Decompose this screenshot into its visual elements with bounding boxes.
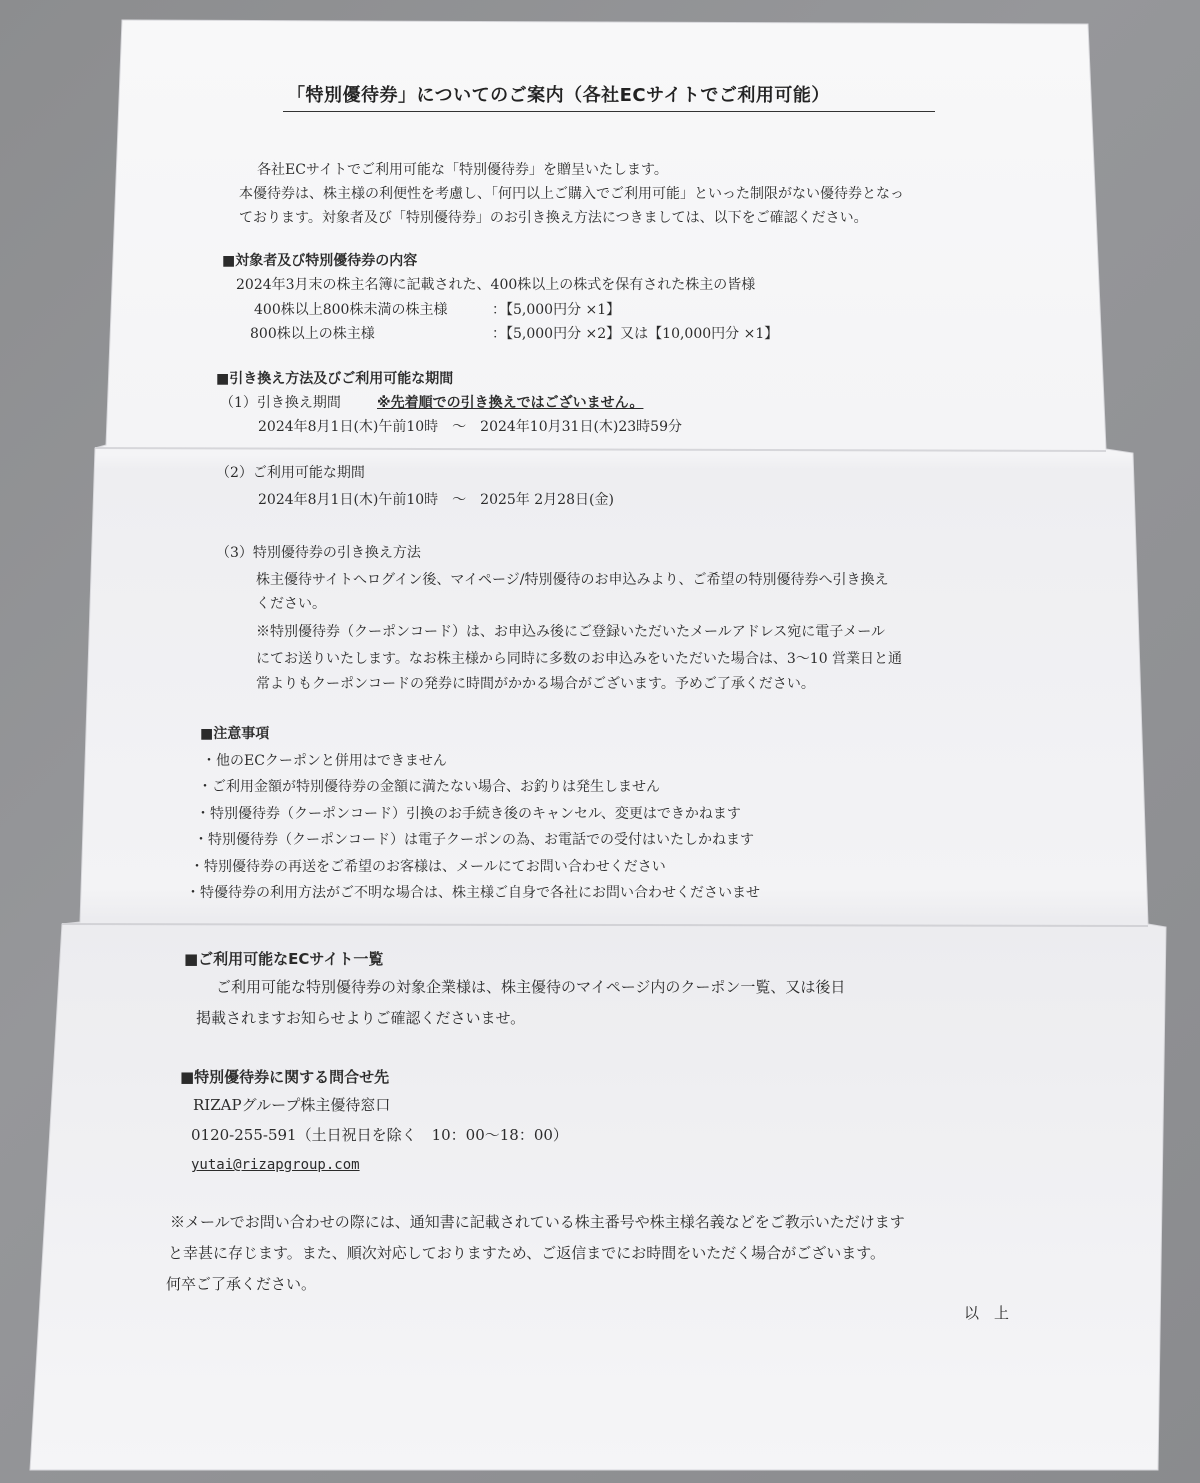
contact-name: RIZAPグループ株主優待窓口 — [193, 1096, 391, 1114]
tier1-value: ：【5,000円分 ×1】 — [492, 302, 621, 318]
section-heading-notes: ■注意事項 — [200, 726, 270, 742]
contact-email-link[interactable]: yutai@rizapgroup.com — [191, 1157, 360, 1173]
closing-line: 何卒ご了承ください。 — [166, 1275, 317, 1293]
target-description: 2024年3月末の株主名簿に記載された、400株以上の株式を保有された株主の皆様 — [236, 277, 756, 293]
sites-line: ご利用可能な特別優待券の対象企業様は、株主優待のマイページ内のクーポン一覧、又は後日 — [216, 978, 846, 996]
exchange-period: 2024年8月1日(木)午前10時 ～ 2024年10月31日(木)23時59分 — [258, 419, 682, 435]
contact-phone: 0120-255-591（土日祝日を除く 10：00～18：00） — [191, 1126, 568, 1144]
usage-period-label: （2）ご利用可能な期間 — [216, 465, 365, 481]
note-item: ・特別優待券の再送をご希望のお客様は、メールにてお問い合わせください — [190, 859, 666, 875]
tier2-label: 800株以上の株主様 — [250, 326, 375, 342]
title-underline — [283, 111, 935, 112]
note-item: ・特優待券の利用方法がご不明な場合は、株主様ご自身で各社にお問い合わせくださいませ — [186, 885, 760, 901]
intro-line: ております。対象者及び「特別優待券」のお引き換え方法につきましては、以下をご確認ください。 — [239, 210, 868, 226]
intro-line: 本優待券は、株主様の利便性を考慮し、「何円以上ご購入でご利用可能」といった制限がない優待券となっ — [239, 186, 904, 202]
note-item: ・特別優待券（クーポンコード）は電子クーポンの為、お電話での受付はいたしかねます — [194, 832, 754, 848]
exchange-method-line: ください。 — [256, 596, 326, 612]
exchange-method-label: （3）特別優待券の引き換え方法 — [216, 545, 421, 561]
exchange-method-line: 常よりもクーポンコードの発券に時間がかかる場合がございます。予めご了承ください。 — [256, 676, 815, 692]
exchange-method-line: ※特別優待券（クーポンコード）は、お申込み後にご登録いただいたメールアドレス宛に電子メール — [256, 624, 886, 640]
page-title: 「特別優待券」についてのご案内（各社ECサイトでご利用可能） — [287, 85, 830, 106]
note-item: ・特別優待券（クーポンコード）引換のお手続き後のキャンセル、変更はできかねます — [196, 806, 741, 822]
section-heading-contact: ■特別優待券に関する問合せ先 — [180, 1068, 390, 1086]
note-item: ・他のECクーポンと併用はできません — [202, 753, 447, 769]
usage-period: 2024年8月1日(木)午前10時 ～ 2025年 2月28日(金) — [258, 492, 614, 508]
closing-line: ※メールでお問い合わせの際には、通知書に記載されている株主番号や株主様名義などをご教示いただけます — [170, 1213, 905, 1231]
exchange-method-line: にてお送りいたします。なお株主様から同時に多数のお申込みをいただいた場合は、3～10 営業日と通 — [256, 651, 903, 667]
section-heading-sites: ■ご利用可能なECサイト一覧 — [184, 950, 384, 968]
closing-line: と幸甚に存じます。また、順次対応しておりますため、ご返信までにお時間をいただく場合がございます。 — [168, 1244, 886, 1262]
section-heading-exchange: ■引き換え方法及びご利用可能な期間 — [216, 371, 454, 387]
note-item: ・ご利用金額が特別優待券の金額に満たない場合、お釣りは発生しません — [198, 779, 660, 795]
tier2-value: ：【5,000円分 ×2】又は【10,000円分 ×1】 — [492, 326, 779, 342]
intro-line: 各社ECサイトでご利用可能な「特別優待券」を贈呈いたします。 — [257, 162, 668, 178]
exchange-note: ※先着順での引き換えではございません。 — [377, 395, 644, 411]
section-heading-target: ■対象者及び特別優待券の内容 — [222, 253, 418, 269]
exchange-period-label: （1）引き換え期間 — [220, 395, 341, 411]
end-mark: 以 上 — [964, 1304, 1010, 1322]
sites-line: 掲載されますお知らせよりご確認くださいませ。 — [196, 1009, 526, 1027]
tier1-label: 400株以上800株未満の株主様 — [254, 302, 448, 318]
exchange-method-line: 株主優待サイトへログイン後、マイページ/特別優待のお申込みより、ご希望の特別優待券へ引き換え — [256, 572, 889, 588]
